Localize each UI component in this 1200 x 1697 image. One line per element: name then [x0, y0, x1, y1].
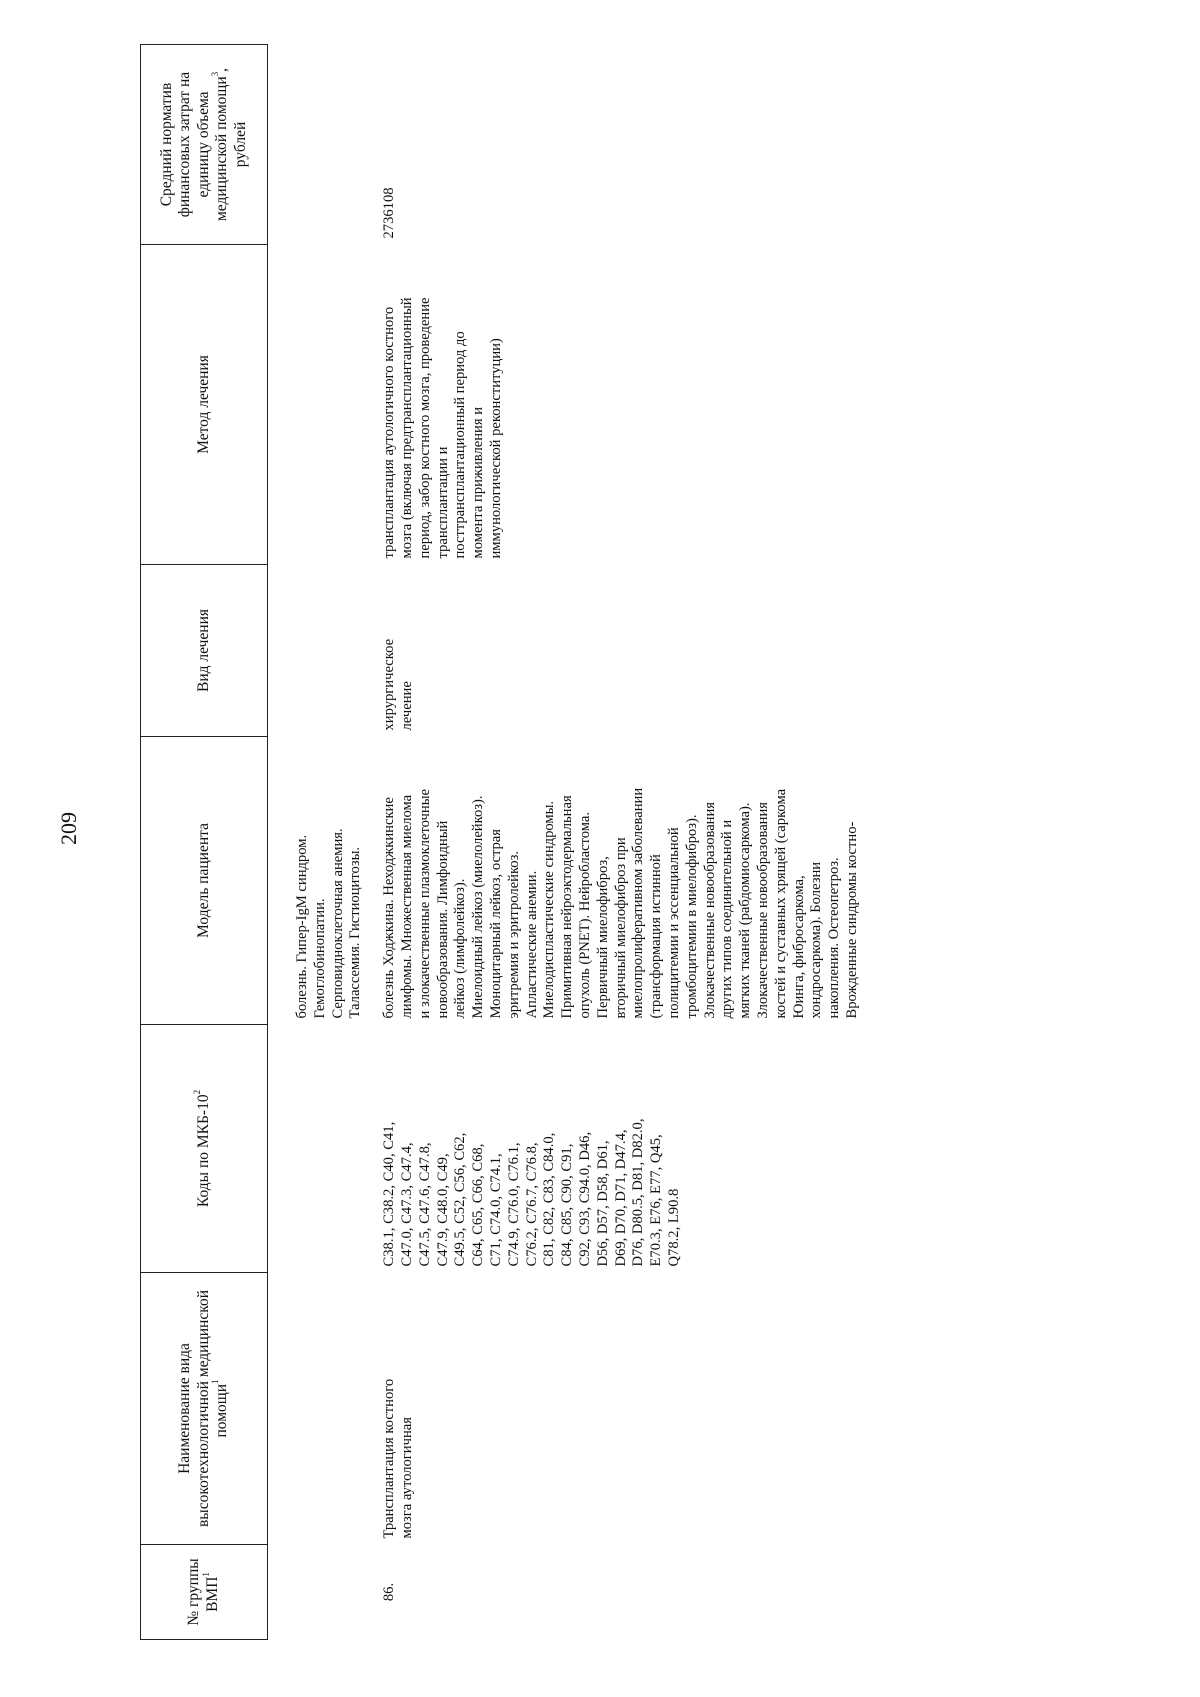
header-icd-codes: Коды по МКБ-$10^2$: [141, 1025, 268, 1273]
vmp-name-cell: Трансплантация костного мозга аутологичная: [381, 1378, 415, 1539]
treatment-method-cell: трансплантация аутологичного костного мозга (включая предтрансплантационный период, забор костного мозга, проведение трансплантации и посттрансплантационный период до момента приживления и иммунологической реконституции): [381, 297, 504, 559]
patient-model-cell: болезнь Ходжкина. Неходжкинские лимфомы. Множественная миелома и злокачественные плазмоклеточные новообразования. Лимфоидный лейкоз (лимфолейкоз). Миелоидный лейкоз (миелолейкоз). Моноцитарный лейкоз, острая эритремия и эритролейкоз. Апластические анемии. Миелодиспластические синдромы. Примитивная нейроэктодермальная опухоль (PNET). Нейробластома. Первичный миелофиброз, вторичный миелофиброз при миелопролиферативном заболевании (трансформация истинной полицитемии и эссенциальной тромбоцитемии в миелофиброз). Злокачественные новообразования других типов соединительной и мягких тканей (рабдомиосаркома). Злокачественные новообразования костей и суставных хрящей (саркома Юинга, фибросаркома, хондросаркома). Болезни накопления. Остеопетроз. Врожденные синдромы костно-: [381, 787, 860, 1019]
vmp-table: [140, 44, 865, 1640]
icd-codes-cell: C38.1, C38.2, C40, C41, C47.0, C47.3, C47.4, C47.5, C47.6, C47.8, C47.9, C48.0, C49, C49.5, C52, C56, C62, C64, C65, C66, C68, C71, C74.0, C74.1, C74.9, C76.0, C76.1, C76.2, C76.7, C76.8, C81, C82, C83, C84.0, C84, C85, C90, C91, C92, C93, C94.0, D46, D56, D57, D58, D61, D69, D70, D71, D47.4, D76, D80.5, D81, D82.0, E70.3, E76, E77, Q45, Q78.2, L90.8: [381, 1118, 682, 1267]
table-row-86: [371, 45, 865, 1640]
header-patient-model: Модель пациента: [141, 737, 268, 1025]
rotated-table-container: [140, 45, 1150, 1640]
continuation-model-cell: болезнь. Гипер-IgM синдром. Гемоглобинопатии. Серповидноклеточная анемия. Талассемия. Гистиоцитозы.: [294, 828, 364, 1019]
header-row: [141, 45, 268, 1640]
group-number-cell: 86.: [381, 1582, 398, 1602]
header-treatment-method: Метод лечения: [141, 245, 268, 565]
header-group-number: № группы ВМП$^1$: [141, 1545, 268, 1640]
header-cost-standard: Средний норматив финансовых затрат на единицу объема медицинской помощи$^3$, рублей: [141, 45, 268, 245]
continuation-row: [268, 45, 372, 1640]
cost-cell: 2736108: [381, 187, 398, 239]
header-vmp-name: Наименование вида высокотехнологичной медицинской помощи$^1$: [141, 1273, 268, 1545]
header-treatment-type: Вид лечения: [141, 565, 268, 737]
treatment-type-cell: хирургическое лечение: [381, 638, 415, 731]
page-number: 209: [56, 812, 81, 845]
